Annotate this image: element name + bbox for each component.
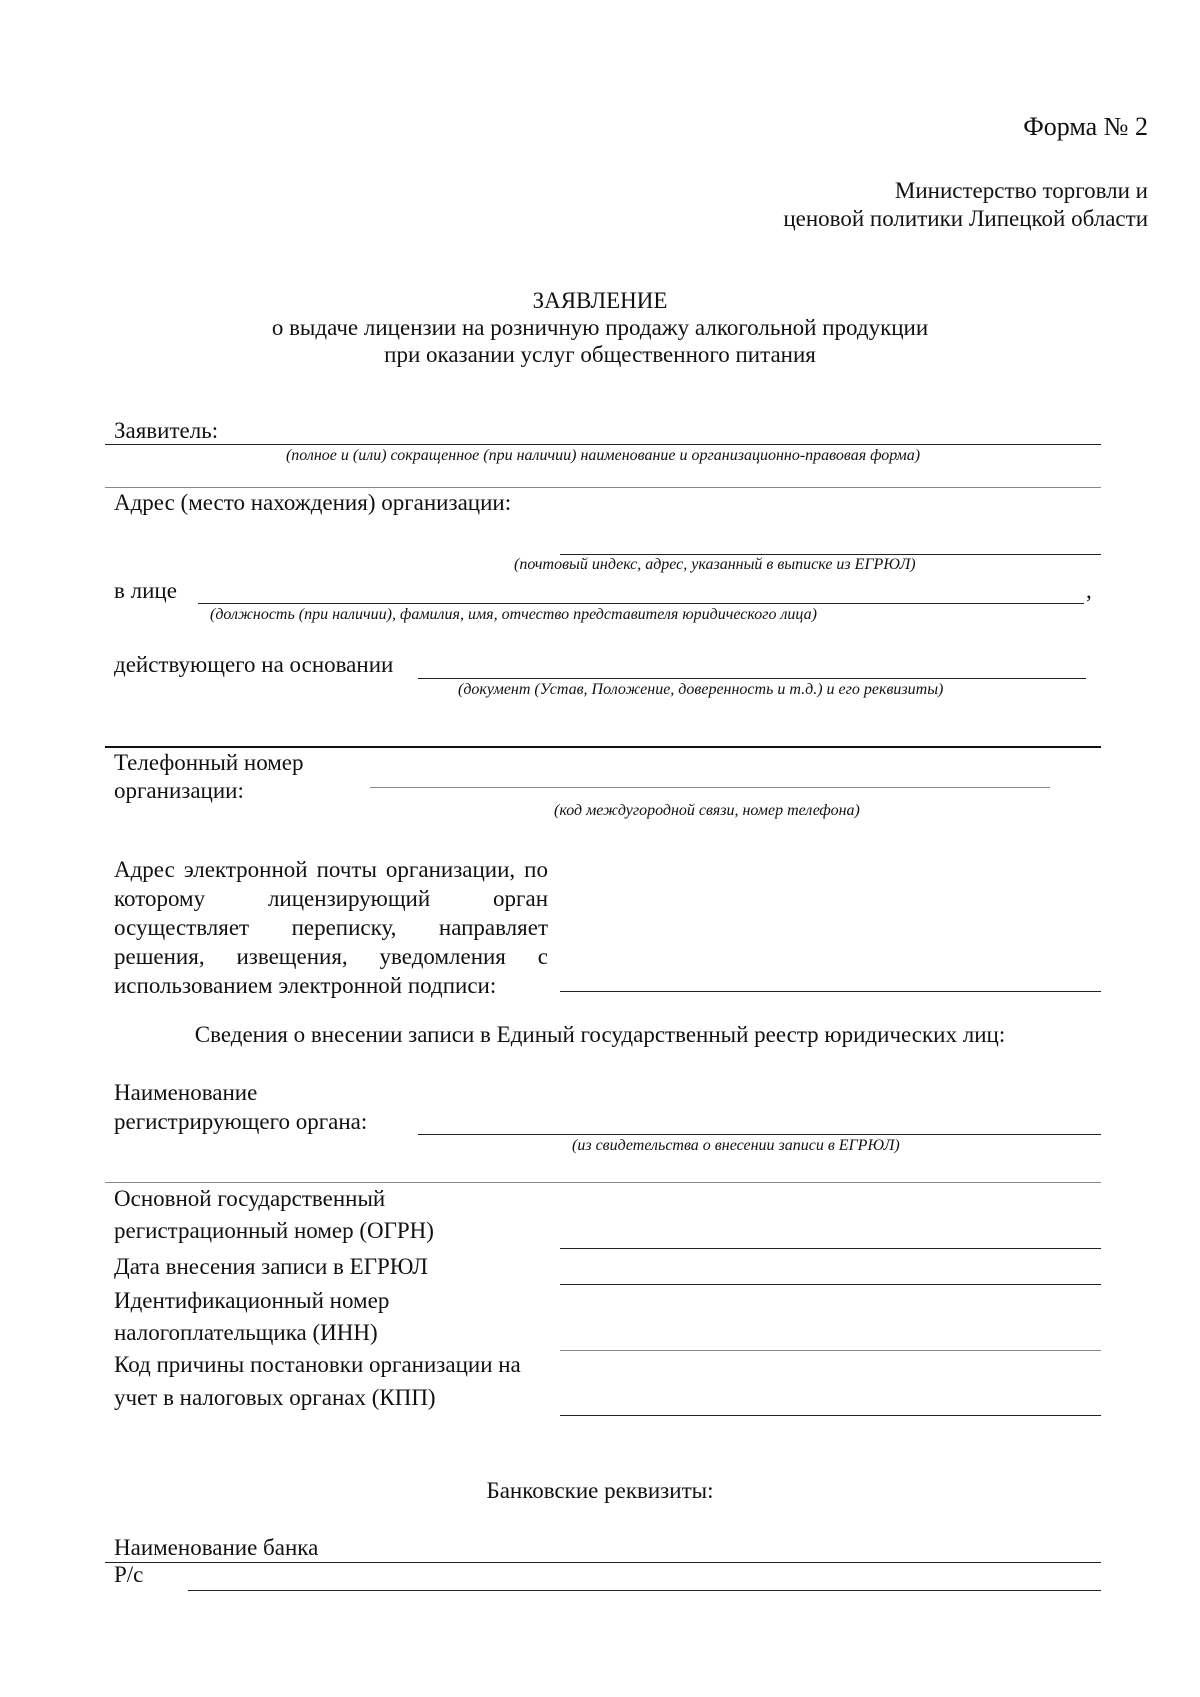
kpp-field[interactable] [560,1415,1101,1416]
kpp-label-2: учет в налоговых органах (КПП) [114,1385,436,1410]
ogrn-label-2: регистрационный номер (ОГРН) [114,1218,434,1243]
egrul-divider [105,1182,1101,1183]
basis-field[interactable] [418,678,1086,679]
phone-hint: (код междугородной связи, номер телефона) [554,802,860,819]
basis-hint: (документ (Устав, Положение, доверенность и т.д.) и его реквизиты) [458,681,944,698]
applicant-label: Заявитель: [114,418,219,443]
account-field[interactable] [188,1590,1101,1591]
reg-body-field[interactable] [418,1134,1101,1135]
account-label: Р/с [114,1562,144,1587]
ogrn-field[interactable] [560,1248,1101,1249]
address-field[interactable] [560,554,1101,555]
reg-body-label-1: Наименование [114,1080,258,1105]
applicant-hint: (полное и (или) сокращенное (при наличии) наименование и организационно-правовая форма) [285,447,921,464]
applicant-field[interactable] [105,444,1101,445]
representative-label: в лице [114,578,177,603]
phone-field[interactable] [370,787,1050,788]
phone-label-2: организации: [114,778,244,803]
bank-heading: Банковские реквизиты: [486,1478,714,1503]
form-number: Форма № 2 [1023,112,1148,141]
egrul-heading: Сведения о внесении записи в Единый государственный реестр юридических лиц: [194,1022,1006,1047]
basis-label: действующего на основании [114,652,394,677]
date-field[interactable] [560,1284,1101,1285]
section-divider [105,746,1101,748]
ogrn-label-1: Основной государственный [114,1186,386,1211]
representative-comma: , [1086,578,1092,603]
inn-label-2: налогоплательщика (ИНН) [114,1320,378,1345]
email-field[interactable] [560,991,1101,992]
kpp-label-1: Код причины постановки организации на [114,1352,521,1377]
inn-field[interactable] [560,1350,1101,1351]
bank-name-field[interactable] [105,1562,1101,1563]
recipient-line-1: Министерство торговли и [894,178,1148,203]
reg-body-hint: (из свидетельства о внесении записи в ЕГРЮЛ) [572,1137,900,1154]
representative-hint: (должность (при наличии), фамилия, имя, отчество представителя юридического лица) [210,606,817,623]
document-subtitle-1: о выдаче лицензии на розничную продажу алкогольной продукции [271,315,929,340]
applicant-field-line-2[interactable] [105,487,1101,488]
document-subtitle-2: при оказании услуг общественного питания [384,342,816,367]
recipient-line-2: ценовой политики Липецкой области [783,206,1148,231]
phone-label-1: Телефонный номер [114,750,304,775]
email-label: Адрес электронной почты организации, по которому лицензирующий орган осуществляет переписку, направляет решения, извещения, уведомления с использованием электронной подписи: [114,857,548,998]
document-title: ЗАЯВЛЕНИЕ [532,288,668,313]
bank-name-label: Наименование банка [114,1535,319,1560]
date-label: Дата внесения записи в ЕГРЮЛ [114,1254,428,1279]
representative-field[interactable] [198,603,1084,604]
inn-label-1: Идентификационный номер [114,1288,390,1313]
address-label: Адрес (место нахождения) организации: [114,490,512,515]
address-hint: (почтовый индекс, адрес, указанный в выписке из ЕГРЮЛ) [514,556,916,573]
reg-body-label-2: регистрирующего органа: [114,1109,368,1134]
